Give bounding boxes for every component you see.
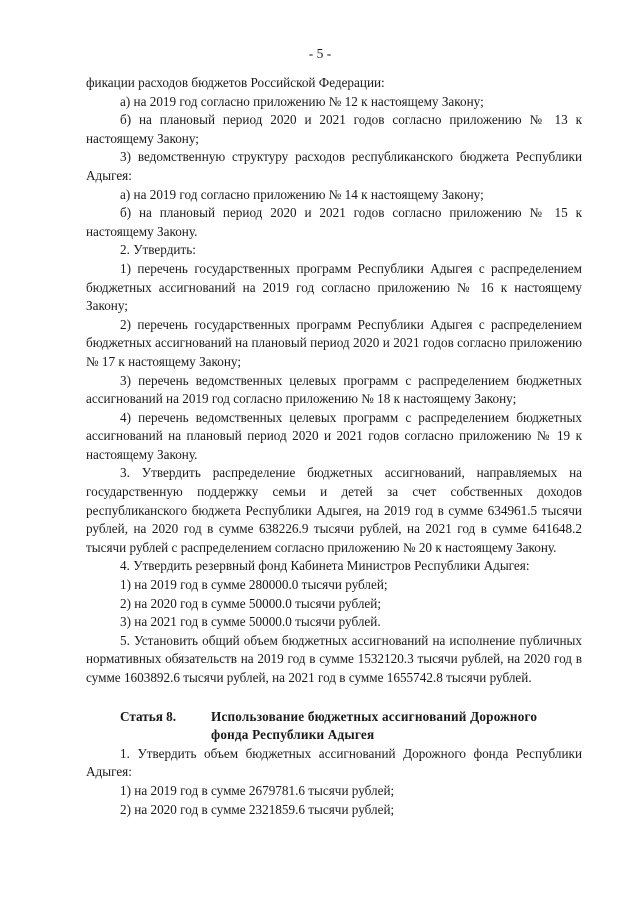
- article-title-line: Использование бюджетных ассигнований Дорожного: [211, 708, 538, 724]
- paragraph: 1) на 2019 год в сумме 280000.0 тысячи рублей;: [120, 577, 388, 593]
- article-title: [211, 708, 582, 745]
- paragraph: б) на плановый период 2020 и 2021 годов согласно приложению № 13 к настоящему Закону;: [86, 112, 582, 146]
- article-number: Статья 8.: [120, 708, 177, 724]
- paragraph: 1. Утвердить объем бюджетных ассигнований Дорожного фонда Республики Адыгея:: [86, 745, 582, 780]
- paragraph: а) на 2019 год согласно приложению № 12 к настоящему Закону;: [120, 93, 484, 109]
- paragraph: 3. Утвердить распределение бюджетных ассигнований, направляемых на государственную поддержку семьи и детей за счет собственных доходов республиканского бюджета Республики Адыгея, на 2019 год в сумме 634961.5 тысячи рублей, на 2020 год в сумме 638226.9 тысячи рублей, на 2021 год в сумме 641648.2 тысячи рублей с распределением согласно приложению № 20 к настоящему Закону.: [86, 465, 582, 555]
- paragraph: 3) ведомственную структуру расходов республиканского бюджета Республики Адыгея:: [86, 149, 582, 183]
- paragraph: а) на 2019 год согласно приложению № 14 к настоящему Закону;: [120, 186, 484, 202]
- paragraph: 3) перечень ведомственных целевых программ с распределением бюджетных ассигнований на 2019 год согласно приложению № 18 к настоящему Закону;: [86, 372, 582, 407]
- paragraph: 2) перечень государственных программ Республики Адыгея с распределением бюджетных ассигнований на плановый период 2020 и 2021 годов согласно приложению № 17 к настоящему Закону;: [86, 316, 582, 369]
- paragraph: 1) на 2019 год в сумме 2679781.6 тысячи рублей;: [120, 782, 395, 798]
- paragraph: 2) на 2020 год в сумме 50000.0 тысячи рублей;: [120, 595, 381, 611]
- page-number: - 5 -: [308, 46, 332, 61]
- article-title-line: фонда Республики Адыгея: [211, 727, 375, 743]
- paragraph: 2) на 2020 год в сумме 2321859.6 тысячи рублей;: [120, 801, 395, 817]
- paragraph: фикации расходов бюджетов Российской Федерации:: [86, 75, 385, 90]
- paragraph: 4) перечень ведомственных целевых программ с распределением бюджетных ассигнований на плановый период 2020 и 2021 годов согласно приложению № 19 к настоящему Закону.: [86, 409, 582, 462]
- paragraph: 2. Утвердить:: [120, 242, 196, 258]
- paragraph: 5. Установить общий объем бюджетных ассигнований на исполнение публичных нормативных обязательств на 2019 год в сумме 1532120.3 тысячи рублей, на 2020 год в сумме 1603892.6 тысячи рублей, на 2021 год в сумме 1655742.8 тысячи рублей.: [86, 632, 582, 685]
- paragraph: 4. Утвердить резервный фонд Кабинета Министров Республики Адыгея:: [120, 558, 530, 574]
- paragraph: б) на плановый период 2020 и 2021 годов согласно приложению № 15 к настоящему Закону.: [86, 205, 582, 239]
- paragraph: 3) на 2021 год в сумме 50000.0 тысячи рублей.: [120, 614, 381, 630]
- article-heading: [86, 708, 582, 745]
- document-body: [86, 74, 582, 819]
- paragraph: 1) перечень государственных программ Республики Адыгея с распределением бюджетных ассигнований на 2019 год согласно приложению № 16 к настоящему Закону;: [86, 260, 582, 314]
